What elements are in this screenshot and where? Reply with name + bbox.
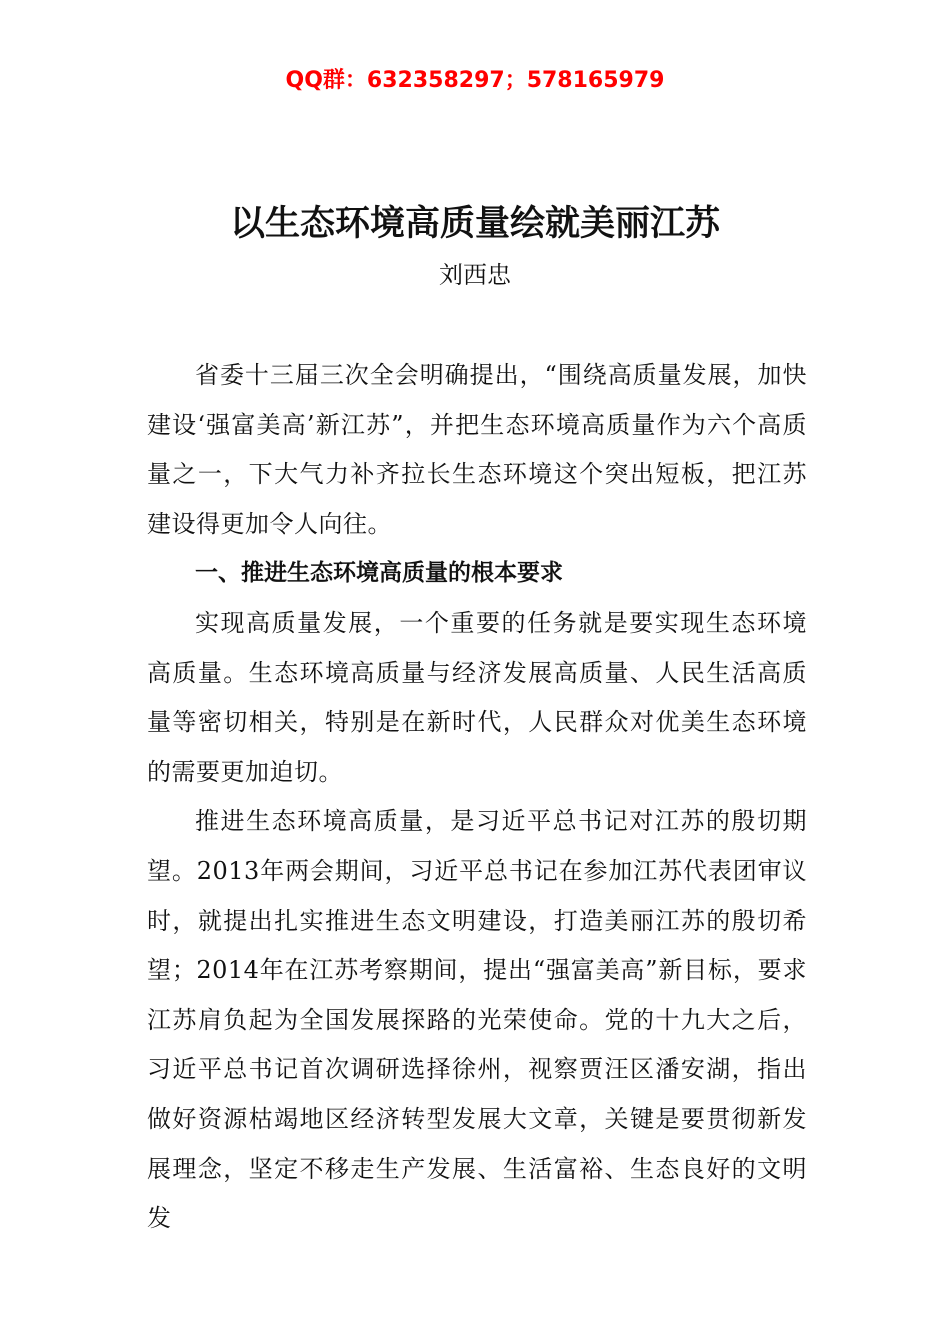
paragraph-expectation: 推进生态环境高质量，是习近平总书记对江苏的殷切期望。2013年两会期间，习近平总书记在参加江苏代表团审议时，就提出扎实推进生态文明建设，打造美丽江苏的殷切希望；2014年在江苏考察期间，提出“强富美高”新目标，要求江苏肩负起为全国发展探路的光荣使命。党的十九大之后，习近平总书记首次调研选择徐州，视察贾汪区潘安湖，指出做好资源枯竭地区经济转型发展大文章，关键是要贯彻新发展理念，坚定不移走生产发展、生活富裕、生态良好的文明发 (147, 807, 807, 1233)
qq-group-note: QQ群：632358297；578165979 (285, 68, 665, 93)
article-author: 刘西忠 (439, 261, 511, 289)
paragraph-intro: 省委十三届三次全会明确提出，“围绕高质量发展，加快建设‘强富美高’新江苏”，并把生态环境高质量作为六个高质量之一，下大气力补齐拉长生态环境这个突出短板，把江苏建设得更加令人向往。 (147, 361, 807, 538)
article-title: 以生态环境高质量绘就美丽江苏 (229, 204, 720, 244)
section-heading: 一、推进生态环境高质量的根本要求 (195, 560, 563, 587)
article-body (147, 351, 807, 1244)
paragraph-requirement: 实现高质量发展，一个重要的任务就是要实现生态环境高质量。生态环境高质量与经济发展高质量、人民生活高质量等密切相关，特别是在新时代，人民群众对优美生态环境的需要更加迫切。 (147, 608, 807, 786)
